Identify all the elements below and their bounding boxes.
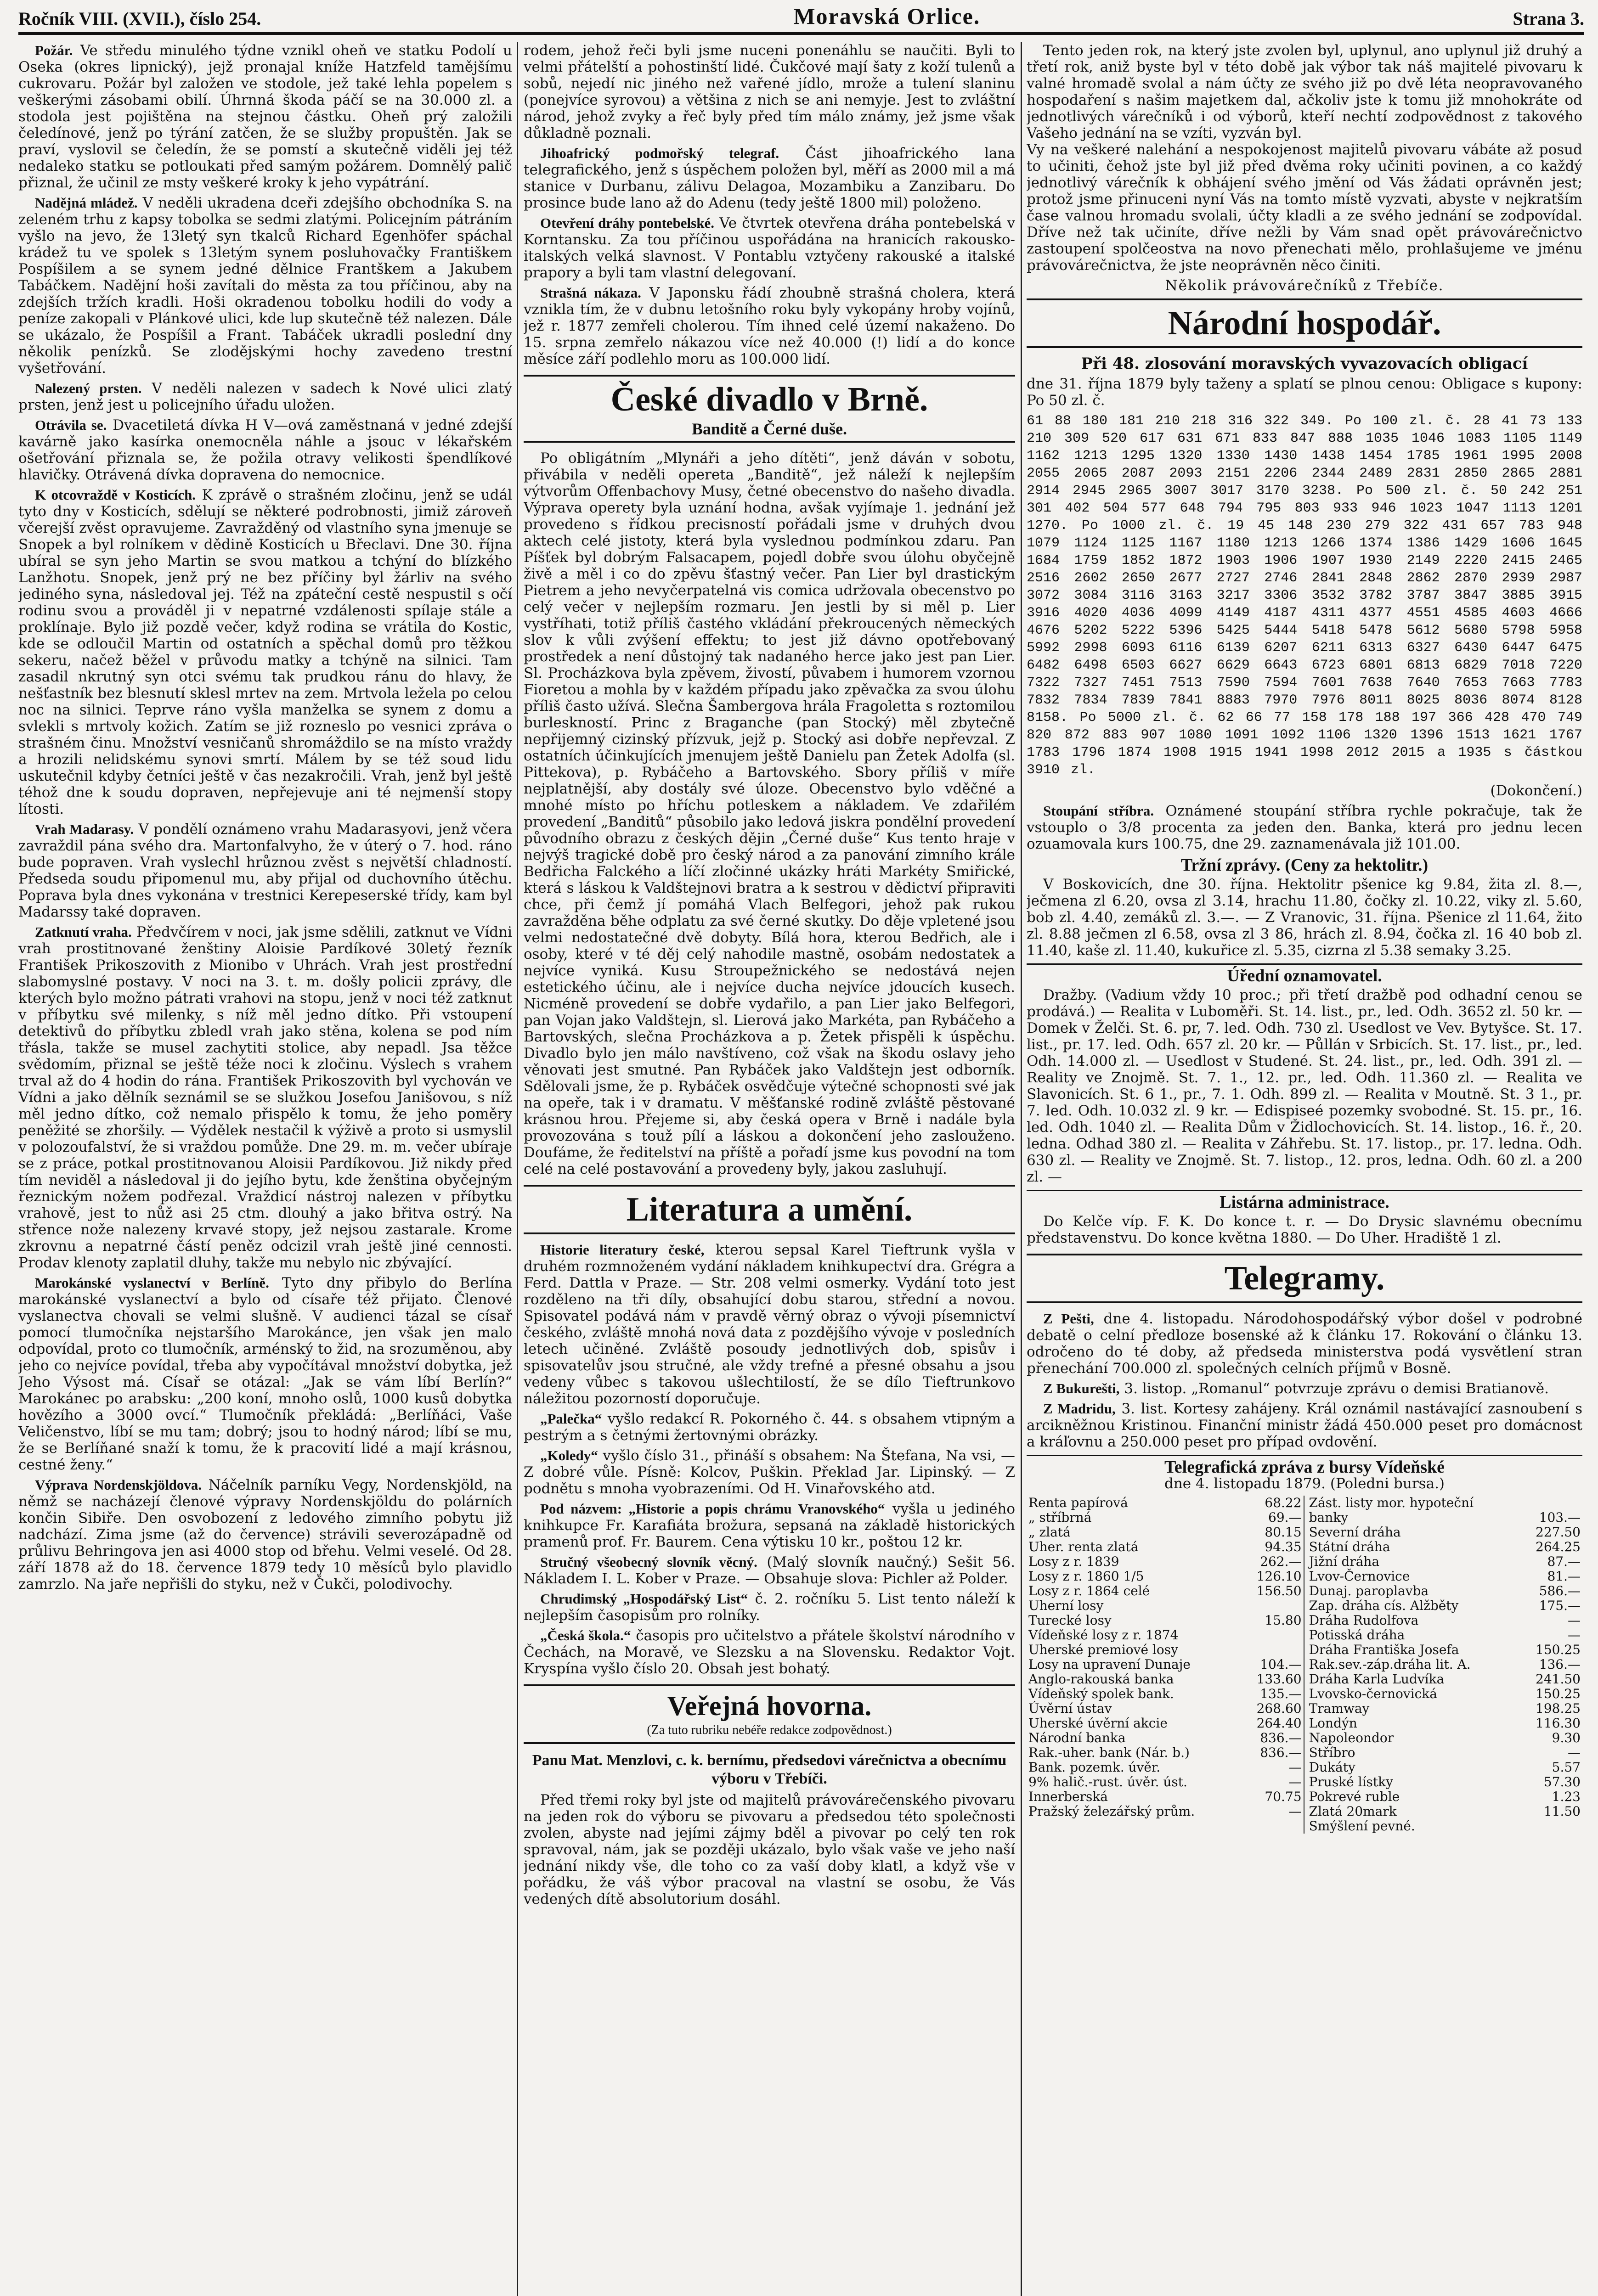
bourse-value: —: [1568, 1613, 1581, 1628]
news-text: V pondělí oznámeno vrahu Madarasyovi, jenž včera zavraždil pána svého dra. Martonfalvyho, že v úterý o 7. hod. ráno bude popraven. Vrah vyslechl hrůznou zvěst s největší chladností. Předseda soudu připomenul mu, aby přijal od duchovního útěchu. Poprava byla dnes vykonána v trestnici Kerepeserské třídy, kam byl Madarssy také dopraven.: [18, 821, 512, 920]
bourse-row: [1027, 1701, 1582, 1716]
news-headline: Vrah Madarasy.: [35, 821, 134, 837]
bourse-value: 133.60: [1256, 1671, 1302, 1687]
news-text: č. 2. ročníku 5. List tento náleží k nejlepším časopisům pro rolníky.: [524, 1591, 1015, 1624]
bourse-value: 11.50: [1543, 1804, 1581, 1819]
bourse-value: 156.50: [1256, 1583, 1302, 1598]
bourse-row: [1027, 1672, 1582, 1687]
news-text: Dvacetiletá dívka H V—ová zaměstnaná v jedné zdejší kavárně jako kasírka onemocněla náhle a jsouc v lékařském ošetřování přiznala se, že požila otravy velikosti špendlíkové hlavičky. Otrávená dívka dopravena do nemocnice.: [18, 417, 512, 483]
bourse-row: [1027, 1775, 1582, 1790]
bourse-value: 69.—: [1268, 1510, 1302, 1525]
bourse-item: Dráha Františka Josefa: [1304, 1643, 1521, 1657]
bourse-row: [1027, 1804, 1582, 1819]
news-text: Tyto dny přibylo do Berlína marokánské vyslanectví a bylo od císaře též přijato. Členové vyslanectva chovali se velmi slušně. V audienci tázal se císař pomocí tlumočníka nejstaršího Marokánce, jen však jen malo odpovídal, proto co tlumočník, arménský to žid, na srozuměnou, aby jeho co nejvíce povídal, třeba aby vypočítával množství dobytka, jež Jeho Výsost má. Císař se otázal: „Jak se vám líbí Berlín?“ Marokánec po arabsku: „200 koní, mnoho oslů, 1000 kusů dobytka hovězího a 3000 ovcí.“ Tlumočník překládá: „Berlíňáci, Vaše Veličenstvo, líbí se mu tam; dobrý; jsou to hodný národ; líbí se mu, že se Berlíňané snaží k tomu, že k pracovití lidé a mají krásnou, cestné ženy.“: [18, 1275, 512, 1473]
bourse-item: Napoleondor: [1304, 1731, 1521, 1745]
bourse-value: 15.80: [1265, 1613, 1302, 1628]
news-text: K zprávě o strašném zločinu, jenž se udál tyto dny v Kosticích, sdělují se některé podrobnosti, jimiž zároveň včerejší zvěst opravujeme. Zavražděný od vlastního syna jmenuje se Snopek a byl rolníkem v dědině Kosticích u Břeclavi. Dne 30. října ubíral se syn jeho Martin se svou matkou a tchýní do blízkého Lanžhotu. Snopek, jenž prý ne bez příčiny byl žárliv na svého jediného syna, následoval jej. Též na zpáteční cestě nespustil s očí rodinu svou a prováděl ji v nepatrné vzdálenosti spílaje stále a proklínaje. Bylo již pozdě večer, když rodina se vrátila do Kostic, kde se odloučil Martin od ostatních a spěchal domů pro těžkou sekeru, načež běžel v průvodu matky a tchýně na silnici. Tam zasadil nkrutný syn otci svému tak prudkou ránu do hlavy, že nešťastník bez blesnutí sklesl mrtev na zem. Mrtvola ležela po celou noc na silnici. Teprve ráno vyšla manželka se synem z domu a svlekli s mrtvoly kožich. Zatím se již rozneslo po vesnici zpráva o strašném činu. Množství vesničanů shromáždilo se na místo vraždy a hrozili nelidskému synovi smrtí. Málem by se též soud lidu uskutečnil kdyby četníci ještě v čas nezakročili. Vrah, jenž byl ještě téhož dne k soudu dopraven, nepřejevuje ani té nejmenší stopy lítosti.: [18, 487, 512, 817]
news-item: [524, 285, 1015, 367]
bourse-item: Severní dráha: [1304, 1525, 1521, 1540]
bourse-item: Jižní dráha: [1304, 1554, 1521, 1569]
bourse-item: Státní dráha: [1304, 1540, 1521, 1554]
bourse-table: [1027, 1496, 1582, 1834]
news-item: [18, 417, 512, 483]
news-text: Část jihoafrického lana telegrafického, jenž s úspěchem položen byl, měří as 2000 mil a má stanice v Durbanu, zálivu Delagoa, Mozambiku a Zanzibaru. Do prosince bude lano až do Adenu (tedy ještě 1800 mil) položeno.: [524, 145, 1015, 211]
bourse-value: 5.57: [1552, 1760, 1581, 1775]
hovorna-text: Před třemi roky byl jste od majitelů právovárečenského pivovaru na jeden rok do výboru se pivovaru a předsedou této společnosti zvolen, abyste nad jejími zájmy bděl a pivovar po celý ten rok spravoval, nám, jak se později ukázalo, bylo však vaše ve jeho naší jednání nikdy vše, dle toho co za vaší doby klatl, a když vše v pořádku, že váš výbor pracoval na vlastní se osobu, že Vás vedených dítě absolutorium dosáhl.: [524, 1792, 1015, 1908]
bourse-value: [1521, 1819, 1582, 1834]
bourse-row: [1027, 1716, 1582, 1731]
bourse-row: [1027, 1510, 1582, 1525]
lottery-numbers: 61 88 180 181 210 218 316 322 349. Po 100 zl. č. 28 41 73 133 210 309 520 617 631 671 833 847 888 1035 1046 1083 1105 1149 1162 1213 1295 1320 1330 1430 1438 1454 1785 1961 1995 2008 2055 2065 2087 2093 2151 2206 2344 2489 2831 2850 2865 2881 2914 2945 2965 3007 3017 3170 3238. Po 500 zl. č. 50 242 251 301 402 504 577 648 794 795 803 933 946 1023 1047 1113 1201 1270. Po 1000 zl. č. 19 45 148 230 279 322 431 657 783 948 1079 1124 1125 1167 1180 1213 1266 1374 1386 1429 1606 1645 1684 1759 1852 1872 1903 1906 1907 1930 2149 2220 2415 2465 2516 2602 2650 2677 2727 2746 2841 2848 2862 2870 2939 2987 3072 3084 3116 3163 3217 3306 3532 3782 3787 3847 3885 3915 3916 4020 4036 4099 4149 4187 4311 4377 4551 4585 4603 4666 4676 5202 5222 5396 5425 5444 5418 5478 5612 5680 5798 5958 5992 2998 6093 6116 6139 6207 6211 6313 6327 6430 6447 6475 6482 6498 6503 6627 6629 6643 6723 6801 6813 6829 7018 7220 7322 7327 7451 7513 7590 7594 7601 7638 7640 7653 7663 7783 7832 7834 7839 7841 8883 7970 7976 8011 8025 8036 8074 8128 8158. Po 5000 zl. č. 62 66 77 158 178 188 197 366 428 470 749 820 872 883 907 1080 1091 1092 1106 1320 1396 1513 1621 1767 1783 1796 1874 1908 1915 1941 1998 2012 2015 a 1935 s částkou 3910 zl.: [1027, 413, 1582, 778]
column-divider: [517, 42, 518, 2296]
news-item: [1027, 1311, 1582, 1377]
news-headline: Nadějná mládež.: [35, 195, 138, 211]
bourse-value: —: [1568, 1745, 1581, 1760]
news-item: [524, 1554, 1015, 1587]
bourse-item: Dukáty: [1304, 1760, 1521, 1775]
listarna-text: Do Kelče víp. F. K. Do konce t. r. — Do Drysic slavnému obecnímu představenstvu. Do konce května 1880. — Do Uher. Hradiště 1 zl.: [1027, 1213, 1582, 1246]
article-continuation: rodem, jehož řeči byli jsme nuceni ponenáhlu se naučiti. Byli to velmi přátelští a pohostinští lidé. Čukčové mají šaty z koží tulenů a sobů, nejedí nic jiného než vařené jídlo, mrože a tulení slaninu (ponejvíce syrovou) a většina z nich se ani nemyje. Jest to zvláštní národ, jehož zvyky a řeč byly před tím málo známy, jež jsme však důkladně poznali.: [524, 42, 1015, 141]
news-item: [18, 1477, 512, 1593]
column-3: [1027, 42, 1582, 2296]
hovorna-section: [524, 1684, 1015, 1744]
news-item: [18, 195, 512, 377]
news-text: Předvčírem v noci, jak jsme sdělili, zatknut ve Vídni vrah prostitnované ženštiny Aloisie Pardíkové 30letý řezník František Prikoszovith z Mionibo v Uhrách. Vrah jest prostřední slabomyslné postavy. V noci na 3. t. m. došly policii zprávy, dle kterých bylo možno pátrati vrahovi na stopu, jenž v noci též zatknut v příbytku své milenky, s níž měl jedno dítko. Při vstoupení detektivů do příbytku zbledl vrah jako stěna, kolena se pod ním třásla, takže se musel zachytiti stolice, aby nepadl. Jsa těžce svědomím, přiznal se ještě téže noci k zločinu. Výslech s vrahem trval až do 4 hodin do rána. František Prikoszovith byl vychován ve Vídni a jako dělník seznámil se se služkou Josefou Janišovou, s níž měl jedno dítko, což nemalo přispělo k tomu, že jeho poměry peněžité se zhoršily. — Výdělek nestačil k výživě a proto si usmyslil v polozoufalství, že si vraždou pomůže. Dne 29. m. m. večer ubíraje se z práce, potkal prostitnovanou Aloisii Pardíkovou. Již nikdy před tím neviděl a následoval ji do jejího bytu, kde ženština obyčejným řeznickým nožem podřezal. Vraždicí nástroj nalezen v příbytku vrahově, jest to nůž asi 25 ctm. dlouhý a jako břitva ostrý. Na střence nože nalezeny krvavé stopy, jež nejsou zastarale. Krome zkrovnu a nepatrné částí peněz odcizil vrah ještě jiné cennosti. Prodav klenoty zaplatil dluhy, takže mu nebylo nic zbývající.: [18, 924, 512, 1271]
listarna-title: Listárna administrace.: [1027, 1190, 1582, 1210]
news-item: [524, 1242, 1015, 1407]
news-headline: Z Pešti,: [1043, 1311, 1094, 1327]
bourse-value: 262.—: [1260, 1554, 1302, 1569]
hovorna-signature: Několik právovárečníků z Třebíče.: [1165, 277, 1444, 294]
news-text: Ve středu minulého týdne vznikl oheň ve statku Podolí u Oseka (okres lipnický), jejž pronajal kníže Hatzfeld tamějšímu cukrovaru. Požár byl založen ve stodole, jež také lehla popelem s veškerými zásobami obilí. Úhrnná škoda páčí se na 30.000 zl. a stodola jest pojištěna na stejnou částku. Oheň prý založili čeledínové, jenž po týrání zatčen, že se služby propuštěn. Jak se praví, vyslovil se čeledín, že se pomstí a skutečně viděli jej též nedaleko statku se potloukati před samým požárem. Domnělý palič přiznal, že učinil ze msty veškeré kroky k jeho vypátrání.: [18, 42, 512, 191]
bourse-item: [1027, 1819, 1242, 1834]
bourse-value: 198.25: [1536, 1701, 1581, 1716]
bourse-item: Pruské lístky: [1304, 1775, 1521, 1790]
bourse-item: „ stříbrná: [1028, 1510, 1092, 1525]
bourse-value: 135.—: [1260, 1686, 1302, 1701]
bourse-row: [1027, 1584, 1582, 1598]
bourse-item: Turecké losy: [1028, 1613, 1112, 1628]
bourse-value: 116.30: [1536, 1716, 1581, 1731]
continued-note: (Dokončení.): [1490, 782, 1582, 799]
column-1: [18, 42, 512, 2296]
news-item: [1027, 1380, 1582, 1397]
bourse-value: 586.—: [1539, 1583, 1581, 1598]
news-text: kterou sepsal Karel Tieftrunk vyšla v druhém rozmnoženém vydání nákladem knihkupectví dra. Grégra a Ferd. Dattla v Praze. — Str. 208 velmi osmerky. Vydání toto jest rozděleno na tři díly, obsahující dobu starou, střední a novou. Spisovatel podává nám v pravdě věrný obraz o vývoji písemnictví českého, zvláště mnohá nová data z pozdějšího vývoje v posledních letech učiněné. Zvláště posoudy jednotlivých dob, spisův i spisovatelův jsou stručné, ale vždy trefné a přesné obsahu a jsou vedeny vůbec s takovou ušlechtilostí, že se dílo Tieftrunkovo náležitou pozorností doporučuje.: [524, 1242, 1015, 1407]
page-header: [18, 3, 1584, 35]
bourse-value: 104.—: [1260, 1657, 1302, 1672]
bourse-item: Rak.-uher. bank (Nár. b.): [1028, 1745, 1190, 1760]
section-subtitle: Banditě a Černé duše.: [691, 420, 847, 438]
bourse-item: 9% halič.-rust. úvěr. úst.: [1028, 1774, 1187, 1790]
bourse-item: banky: [1304, 1510, 1521, 1525]
telegrams-section: [1027, 1254, 1582, 1303]
bourse-item: Pražský železářský prům.: [1028, 1804, 1195, 1819]
hovorna-continuation: Tento jeden rok, na který jste zvolen byl, uplynul, ano uplynul již druhý a třetí rok, aniž byste byl v této době jak výbor tak náš majitelé pivovaru k valné hromadě svolal a nám účty ze svého již po dvě léta neopravovaného hospodaření s našim majetkem dal, ačkoliv jste k tomu již mnohokráte od jednotlivých várečníků i od výborů, kteří nechtí zodpovědnost z takového Vašeho jednání na se vzíti, vyzván byl. Vy na veškeré nalehání a nespokojenost majitelů pivovaru vábáte až posud to učiniti, čehož jste byl již před dvěma roky učiniti povinen, a co každý jednotlivý várečník k obhájení svého jmění od Vás žádati oprávněn jest; protož jsme přinuceni nyní Vás na tomto místě vyzvati, abyste v nejkratším čase valnou hromadu svolali, účty kladli a ze svého jednání se zodpovídal. Dříve než tak učiníte, dříve nežli by Vám snad opět právovárečnictvo zastoupení spolčeostva na novo přenechati mělo, prohlašujeme ve jménu právovárečnictva, že jste neoprávněn něco činiti.: [1027, 42, 1582, 274]
bourse-value: 227.50: [1536, 1525, 1581, 1540]
news-headline: Z Bukurešti,: [1043, 1380, 1120, 1396]
bourse-value: 150.25: [1536, 1686, 1581, 1701]
column-divider: [1021, 42, 1022, 2296]
bourse-row: [1027, 1628, 1582, 1643]
market-text: V Boskovicích, dne 30. října. Hektolitr pšenice kg 9.84, žita zl. 8.—, ječmena zl 6.20, ovsa zl 3.14, hrachu 11.80, čočky zl. 10.22, viky zl. 5.60, bob zl. 4.40, zemáků zl. 3.—. — Z Vranovic, 31. října. Pšenice zl 11.64, žito zl. 8.88 ječmen zl 6.58, ovsa zl 3 86, hrách zl. 8.94, čočka zl. 16 40 bob zl. 11.40, kaše zl. 11.40, kukuřice zl. 5.35, cizrna zl 5.38 semaky 3.25.: [1027, 876, 1582, 959]
literature-list: [524, 1242, 1015, 1677]
bourse-item: Dunaj. paroplavba: [1304, 1584, 1521, 1598]
bourse-item: Potisská dráha: [1304, 1628, 1521, 1643]
market-title-note: (Ceny za hektolitr.): [1285, 855, 1429, 875]
news-item: [524, 1411, 1015, 1444]
news-text: Ve čtvrtek otevřena dráha pontebelská v Korntansku. Za tou příčinou uspořádána na hranicích rakousko-italských velká slavnost. V Pontablu vztyčeny rakouské a italské prapory a byli tam vlastní delegovaní.: [524, 215, 1015, 281]
bourse-item: Vídeňský spolek bank.: [1028, 1686, 1174, 1701]
bourse-item: Uherní losy: [1028, 1598, 1104, 1613]
news-text: 3. listop. „Romanul“ potvrzuje zprávu o demisi Bratianově.: [1124, 1380, 1549, 1397]
news-headline: Pod názvem: „Historie a popis chrámu Vranovského“: [540, 1501, 885, 1517]
header-title: Moravská Orlice.: [793, 3, 981, 29]
bourse-value: 81.—: [1547, 1569, 1581, 1584]
bourse-value: [1521, 1496, 1582, 1510]
news-text: vyšla u jediného knihkupce Fr. Karafiáta brožura, sepsaná na základě historických pramenů prof. Fr. Baurem. Cena výtisku 10 kr., poštou 12 kr.: [524, 1501, 1015, 1550]
bourse-value: 9.30: [1552, 1730, 1581, 1745]
official-text: Dražby. (Vadium vždy 10 proc.; při třetí dražbě pod odhadní cenou se prodává.) — Realita v Luboměři. St. 14. list., pr., led. Odh. 3652 zl. 50 kr. — Domek v Želči. St. 6. pr, 7. led. Odh. 730 zl. Usedlost ve Vev. Bytyšce. St. 17. list., pr. 17. led. Odh. 657 zl. 20 kr. — Půllán v Srbicích. St. 17. list., pr., led. Odh. 14.000 zl. — Usedlost v Studené. St. 24. list., pr., led. Odh. 391 zl. — Reality ve Znojmě. St. 7. 1., 12. pr., led. Odh. 11.360 zl. — Realita ve Slavonicích. St. 6 1., pr., 7. 1. Odh. 899 zl. — Realita v Moutně. St. 3 1., pr. 7. led. Odh. 10.032 zl. 9 kr. — Edispiseé pozemky svobodné. St. 15. pr., 16. led. Odh. 1040 zl. — Realita Dům v Židlochovicích. St. 14. listop., 16. ř., 20. ledna. Odhad 380 zl. — Realita v Záhřebu. St. 17. listop., pr. 17. ledna. Odh. 630 zl. — Reality ve Znojmě. St. 7. listop., 12. pros, ledna. Odh. 60 zl. a 200 zl. —: [1027, 987, 1582, 1185]
news-headline: Marokánské vyslanectví v Berlíně.: [35, 1275, 269, 1291]
bourse-item: Vídeňské losy z r. 1874: [1028, 1627, 1179, 1643]
bourse-value: 150.25: [1536, 1642, 1581, 1657]
bourse-value: [1242, 1819, 1304, 1834]
bourse-value: 175.—: [1539, 1598, 1581, 1613]
bourse-item: Pokrevé ruble: [1304, 1790, 1521, 1804]
news-headline: „Česká škola.“: [540, 1627, 631, 1643]
bourse-value: 126.10: [1256, 1569, 1302, 1584]
news-headline: „Koledy“: [540, 1447, 598, 1463]
news-text: V neděli nalezen v sadech k Nové ulici zlatý prsten, jenž jest u policejního úřadu uložen.: [18, 380, 512, 413]
bourse-item: Zást. listy mor. hypoteční: [1304, 1496, 1521, 1510]
literature-section: [524, 1185, 1015, 1234]
lottery-lead: Při 48. zlosování moravských vyvazovacích obligací: [1081, 355, 1528, 373]
news-text: V neděli ukradena dceři zdejšího obchodníka S. na zeleném trhu z kapsy tobolka se sedmi zlatými. Policejním pátráním vyšlo na jevo, že 13letý syn tkalců Richard Egenhöfer spáchal krádež tu ve spolek s 13letým synem posluhovačky Františkem Pospíšilem a se synem jedné dělnice Frantškem a Jakubem Tabáčkem. Nadějní hoši zavítali do města za tou příčinou, aby na zdejších tržích kradli. Hoši okradenou tobolku hodili do vody a peníze zakopali v Plánkové ulici, kde lup skutečně též nalezen. Dále se ukázalo, že Pospíšil a Frant. Tabáček ukradli poslední dny několik penízků. Se zlodějskými hochy zavedeno trestní vyšetřování.: [18, 195, 512, 377]
bourse-value: 836.—: [1260, 1745, 1302, 1760]
news-text: vyšlo redakcí R. Pokorného č. 44. s obsahem vtipným a pestrým a s četnými žertovnými obrázky.: [524, 1411, 1015, 1444]
news-headline: Chrudimský „Hospodářský List“: [540, 1591, 748, 1607]
economy-section: [1027, 298, 1582, 348]
news-headline: Požár.: [35, 42, 73, 58]
bourse-value: 70.75: [1265, 1789, 1302, 1804]
market-title: Tržní zprávy.: [1180, 855, 1281, 875]
news-text: dne 4. listopadu. Národohospodářský výbor došel v podrobné debatě o celní předloze bosenské až k článku 17. Rokování o článku 13. odročeno do té doby, až předseda ministerstva podá vysvětlení stran přenechání 700.000 zl. společných celních příjmů v Bosně.: [1027, 1311, 1582, 1377]
news-headline: Jihoafrický podmořský telegraf.: [540, 145, 779, 161]
telegram-list: [1027, 1311, 1582, 1450]
news-item: [524, 1591, 1015, 1624]
news-item: [18, 1275, 512, 1473]
bourse-value: 268.60: [1256, 1701, 1302, 1716]
bourse-row: [1027, 1540, 1582, 1554]
news-headline: Historie literatury české,: [540, 1242, 705, 1258]
news-headline: Zatknutí vraha.: [35, 924, 132, 940]
bourse-item: Anglo-rakouská banka: [1028, 1671, 1174, 1687]
bourse-value: 264.25: [1536, 1539, 1581, 1554]
bourse-row: [1027, 1598, 1582, 1613]
bourse-item: Zlatá 20mark: [1304, 1804, 1521, 1819]
bourse-value: 836.—: [1260, 1730, 1302, 1745]
bourse-row: [1027, 1657, 1582, 1672]
bourse-item: Rak.sev.-záp.dráha lit. A.: [1304, 1657, 1521, 1672]
hovorna-addressee: Panu Mat. Menzlovi, c. k. bernímu, předsedovi várečnictva a obecnímu výboru v Třebíči.: [532, 1752, 1007, 1787]
section-title: Národní hospodář.: [1168, 304, 1441, 342]
silver-text: Oznámené stoupání stříbra rychle pokračuje, tak že vstouplo o 3/8 procenta za jeden den. Banka, která pro jednu lecen ozuamovala kurs 100.75, dne 29. zaznamenávala již 101.00.: [1027, 803, 1582, 852]
news-item: [524, 1447, 1015, 1497]
news-headline: Výprava Nordenskjöldova.: [35, 1477, 202, 1493]
bourse-value: 103.—: [1539, 1510, 1581, 1525]
bourse-value: —: [1288, 1760, 1302, 1775]
bourse-value: 57.30: [1543, 1774, 1581, 1790]
bourse-title: Telegrafická zpráva z bursy Vídeňské: [1027, 1455, 1582, 1475]
section-title: Literatura a umění.: [626, 1191, 913, 1228]
bourse-row: [1027, 1496, 1582, 1510]
news-headline: Otrávila se.: [35, 417, 107, 433]
news-headline: Otevření dráhy pontebelské.: [540, 215, 714, 231]
news-item: [1027, 1401, 1582, 1450]
bourse-item: Losy z r. 1864 celé: [1028, 1583, 1150, 1598]
bourse-value: 136.—: [1539, 1657, 1581, 1672]
bourse-item: Losy z r. 1839: [1028, 1554, 1119, 1569]
news-headline: „Palečka“: [540, 1411, 602, 1427]
bourse-row: [1027, 1554, 1582, 1569]
market-section-title: [1027, 857, 1582, 873]
bourse-item: Zap. dráha cís. Alžběty: [1304, 1598, 1521, 1613]
bourse-row: [1027, 1760, 1582, 1775]
news-text: vyšlo číslo 31., přináší s obsahem: Na Štefana, Na vsi, — Z dobré vůle. Písně: Kolcov, Puškin. Překlad Jar. Lipinský. — Z podnětu s mnoha vyobrazeními. Od H. Vinařovského atd.: [524, 1447, 1015, 1497]
news-item: [524, 215, 1015, 281]
bourse-row: [1027, 1569, 1582, 1584]
bourse-item: Národní banka: [1028, 1730, 1126, 1745]
bourse-item: Stříbro: [1304, 1745, 1521, 1760]
bourse-item: Smýšlení pevné.: [1304, 1819, 1521, 1834]
bourse-item: Úvěrní ústav: [1028, 1701, 1112, 1716]
section-note: (Za tuto rubriku nebéře redakce zodpovědnost.): [647, 1723, 892, 1737]
bourse-item: Lvovsko-černovická: [1304, 1687, 1521, 1701]
bourse-date: dne 4. listopadu 1879. (Poledni bursa.): [1164, 1475, 1445, 1492]
column-2: [524, 42, 1015, 2296]
bourse-value: 80.15: [1265, 1525, 1302, 1540]
news-text: časopis pro učitelstvo a přátele školství národního v Čechách, na Moravě, ve Slezsku a na Slovensku. Redaktor Vojt. Kryspína vyšlo číslo 20. Obsah jest bohatý.: [524, 1627, 1015, 1677]
news-text: 3. list. Kortesy zahájeny. Král oznámil nastávající zasnoubení s arcikněžnou Kristinou. Finanční ministr žádá 450.000 peset pro domácnost a kráľovnu a 250.000 peset pro případ ovdovění.: [1027, 1401, 1582, 1450]
bourse-item: Lvov-Černovice: [1304, 1569, 1521, 1584]
theatre-review: Po obligátním „Mlynáři a jeho dítěti“, jenž dáván v sobotu, přivábila v neděli opereta „Banditě“, jež náleží k nejlepším výtvorům Offenbachovy Musy, četné obecenstvo do našeho divadla. Výprava operety byla uznání hodna, avšak vyjímaje 1. jednání jež provedeno s řídkou precisností pořádali jsme v druhých dvou aktech celé jistoty, která byla vyslednou podmínkou zdaru. Pan Píšťek byl dobrým Falsacapem, pojedl dobře svou úlohu obyčejně živě a měl i co do zpěvu šťastný večer. Pan Lier byl drastickým Pietrem a jeho nevyčerpatelná vis comica udržovala obecenstvo po celý večer v nejlepším rozmaru. Jen jestli by si měl p. Lier vystříhati, totiž příliš častého vkládání překroucených německých slov k vůli zvýšení effektu; to jest již dávno opotřebovaný prostředek a není důstojný tak nadaného herce jako jest pan Lier. Sl. Procházkova byla zpěvem, živostí, půvabem i humorem vzornou Fioretou a mohla by v každém případu jako zpěvačka za svou úlohu příliš často užívá. Slečna Šambergova hrála Fragoletta s roztomilou burleskností. Princ z Braganche (pan Stocký) měl zbytečně nepřijemný cizinský přízvuk, jejž p. Stocký asi dobře nepřevzal. Z ostatních účinkujících jmenujem ještě Danielu pan Žetek Adolfa (sl. Pittekova), p. Rybáčeho a Bartovského. Sbory příliš v míře nejplatnější, aby dostály své úloze. Obecenstvo bylo vděčné a mnohé místo po hříchu potleskem a nákladem. Ve zdařilém provedení „Banditů“ působilo jako ledová jiskra pondělní provedení původního obrazu z českých dějin „Černé duše“ Kus tento hraje v nejvýš tragické době pro český národ a za panování zimního krále Bedřicha Falckého a líčí zločinné ukázky hráti Markéty Smiřické, která s láskou k Valdštejnovi bratra a k sestrou v dědictví připraviti chce, při čemž jí pomáhá Vlach Belfegori, jehož pak rukou zavražděna běhe odplatu za své černé skutky. Do děje vpletené jsou velmi nedostatečné dvě dobyty. Bílá hora, kterou Bedřich, ale i osoby, které v té děj celý nahodile mastně, osobám nedostatek a nejvíce vyniká. Kusu Stroupežnického se nedostává nejen estetického účinu, ale i nejvíce ducha nejvíce jdoucích kusech. Nicméně provedení se dobře vydařilo, a pan Lier jako Belfegori, pan Vojan jako Valdštejn, sl. Lierová jako Markéta, pan Rybáčeho a Bartovských, slečna Procházkova a p. Žetek přispěli k úspěchu. Divadlo bylo jen málo navštíveno, což však na škodu oslavy jeho věnovati jest smutné. Pan Rybáček jako Valdštejn jest odborník. Sdělovali jsme, že p. Rybáček osvědčuje výtečné schopnosti své jak na opeře, tak i v dramatu. V měšťanské rodině zvláště pěstované krásnou hrou. Přejeme si, aby česká opera v Brně i nadále byla provozována s touž pílí a láskou a dokončení jeho zaslouženo. Doufáme, že ředitelství na příště a pořadí jsme kus povodní na tom celé na celé postavování a provedeny byly, jakou zasluhují.: [524, 450, 1015, 1177]
section-title: Veřejná hovorna.: [667, 1691, 872, 1721]
lottery-lead-2: dne 31. října 1879 byly taženy a splatí se plnou cenou: Obligace s kupony: Po 50 zl. č.: [1027, 376, 1582, 409]
news-list: [524, 145, 1015, 367]
news-item: [18, 821, 512, 920]
bourse-item: Tramway: [1304, 1701, 1521, 1716]
news-headline: K otcovraždě v Kosticích.: [35, 487, 196, 503]
bourse-value: [1242, 1628, 1304, 1643]
bourse-value: —: [1288, 1804, 1302, 1819]
silver-news: [1027, 803, 1582, 852]
news-item: [524, 145, 1015, 211]
bourse-value: —: [1288, 1774, 1302, 1790]
bourse-row: [1027, 1745, 1582, 1760]
bourse-row: [1027, 1643, 1582, 1657]
news-item: [18, 487, 512, 817]
bourse-value: 264.40: [1256, 1716, 1302, 1731]
bourse-value: 68.22: [1265, 1495, 1302, 1510]
bourse-value: 87.—: [1547, 1554, 1581, 1569]
section-title: Telegramy.: [1224, 1260, 1385, 1297]
bourse-value: —: [1568, 1627, 1581, 1643]
bourse-value: 241.50: [1536, 1671, 1581, 1687]
section-title: České divadlo v Brně.: [610, 381, 928, 418]
bourse-item: Losy na upravení Dunaje: [1028, 1657, 1191, 1672]
news-text: V Japonsku řádí zhoubně strašná cholera, která vznikla tím, že v dubnu letošního roku byly vykopány hroby vojínů, jež r. 1877 zemřeli cholerou. Tím ihned celé území nakaženo. Do 15. srpna zemřelo nákazou více než 40.000 (!) lidí a do konce měsíce září podlehlo moru as 100.000 lidí.: [524, 285, 1015, 367]
bourse-row: [1027, 1790, 1582, 1804]
news-item: [18, 42, 512, 191]
news-item: [18, 380, 512, 413]
bourse-item: Losy z r. 1860 1/5: [1028, 1569, 1144, 1584]
bourse-item: Innerberská: [1028, 1789, 1108, 1804]
official-section-title: Úřední oznamovatel.: [1027, 963, 1582, 984]
news-headline: Nalezený prsten.: [35, 380, 142, 396]
silver-head: Stoupání stříbra.: [1043, 803, 1154, 819]
bourse-value: 94.35: [1265, 1539, 1302, 1554]
bourse-value: [1242, 1643, 1304, 1657]
theatre-section: [524, 375, 1015, 443]
bourse-row: [1027, 1731, 1582, 1745]
news-item: [18, 924, 512, 1271]
bourse-row: [1027, 1687, 1582, 1701]
bourse-row: [1027, 1613, 1582, 1628]
bourse-item: Londýn: [1304, 1716, 1521, 1731]
news-headline: Stručný všeobecný slovník věcný.: [540, 1554, 757, 1570]
bourse-row: [1027, 1525, 1582, 1540]
bourse-row: [1027, 1819, 1582, 1834]
bourse-item: Uherské úvěrní akcie: [1028, 1716, 1168, 1731]
news-item: [524, 1627, 1015, 1677]
bourse-item: „ zlatá: [1028, 1525, 1071, 1540]
header-issue: Ročník VIII. (XVII.), číslo 254.: [18, 8, 261, 29]
news-text: (Malý slovník naučný.) Sešit 56. Nákladem I. L. Kober v Praze. — Obsahuje slova: Pichler až Polder.: [524, 1554, 1015, 1587]
news-item: [524, 1501, 1015, 1550]
bourse-value: [1242, 1598, 1304, 1613]
bourse-value: 1.23: [1552, 1789, 1581, 1804]
news-headline: Strašná nákaza.: [540, 285, 641, 301]
bourse-item: Uherské premiové losy: [1028, 1642, 1178, 1657]
bourse-item: Uher. renta zlatá: [1028, 1539, 1139, 1554]
bourse-item: Bank. pozemk. úvěr.: [1028, 1760, 1161, 1775]
bourse-item: Dráha Rudolfova: [1304, 1613, 1521, 1628]
news-headline: Z Madridu,: [1043, 1401, 1116, 1417]
bourse-item: Dráha Karla Ludvíka: [1304, 1672, 1521, 1687]
news-text: Náčelník parníku Vegy, Nordenskjöld, na němž se nacházejí členové výpravy Nordenskjöldu do polárních končin Sibiře. Den osvobození z ledového zimního pobytu již nadchází. Zima jsme (až do července) strávili severozápadně od průlivu Behringova jen asi 4000 stop od břehu. Velmi veselé. Od 28. září 1878 až do 18. července 1879 tedy 10 měsíců bylo plavidlo zamrzlo. Na jaře nepřišli do styku, než v Čukči, polodivochy.: [18, 1477, 512, 1593]
header-page-number: Strana 3.: [1513, 8, 1584, 29]
bourse-item: Renta papírová: [1028, 1495, 1128, 1510]
